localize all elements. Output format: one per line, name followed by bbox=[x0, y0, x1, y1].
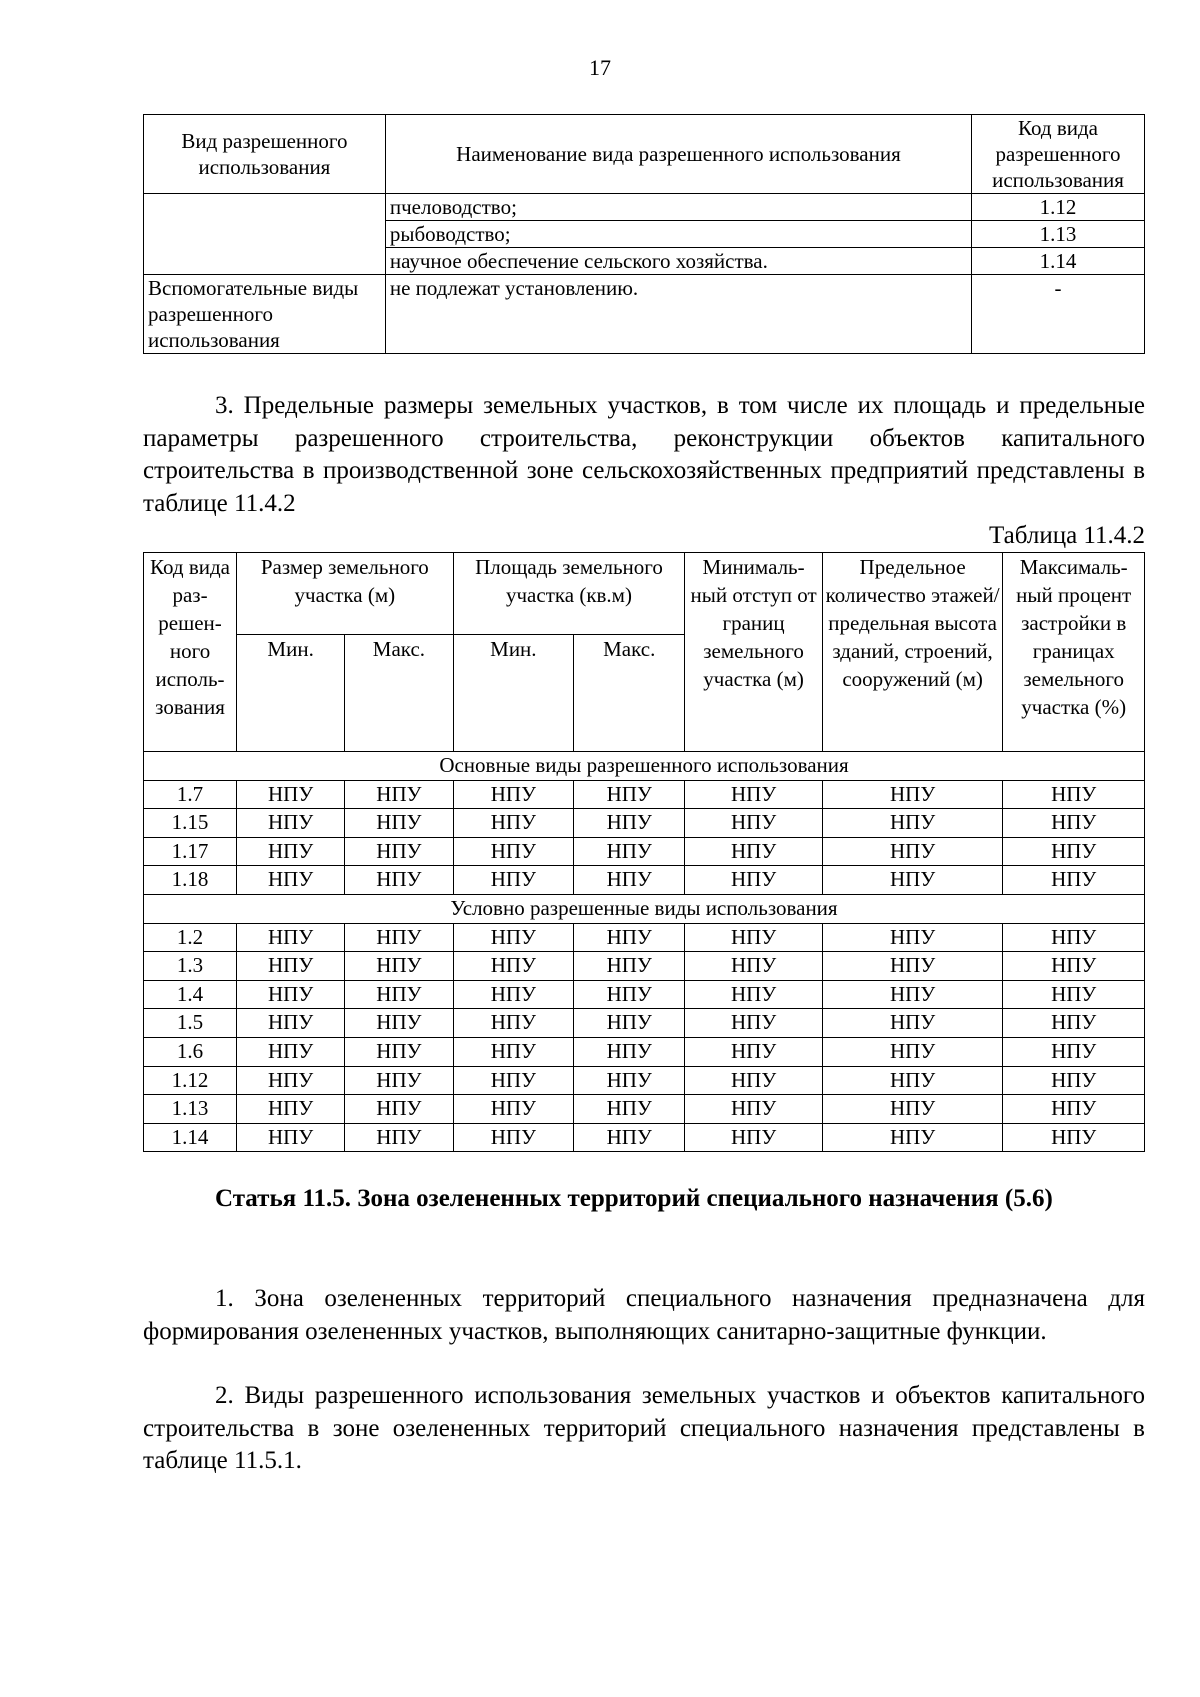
header-use-code: Код вида разрешенного использования bbox=[972, 115, 1145, 194]
table-row bbox=[144, 1123, 1145, 1152]
value-cell: НПУ bbox=[1003, 1095, 1145, 1124]
use-code-cell: 1.14 bbox=[972, 248, 1145, 275]
header-code: Код вида раз-решен-ного исполь-зования bbox=[144, 553, 237, 752]
value-cell: НПУ bbox=[685, 1095, 822, 1124]
header-area-max: Макс. bbox=[574, 635, 685, 752]
value-cell: НПУ bbox=[345, 866, 453, 895]
value-cell: НПУ bbox=[237, 809, 345, 838]
empty-cell bbox=[144, 194, 386, 275]
table-row bbox=[144, 780, 1145, 809]
use-name-cell: пчеловодство; bbox=[385, 194, 971, 221]
aux-use-name-cell: не подлежат установлению. bbox=[385, 275, 971, 354]
value-cell: НПУ bbox=[1003, 1123, 1145, 1152]
value-cell: НПУ bbox=[1003, 809, 1145, 838]
value-cell: НПУ bbox=[1003, 1009, 1145, 1038]
section-title: Условно разрешенные виды использования bbox=[144, 894, 1145, 923]
value-cell: НПУ bbox=[574, 809, 685, 838]
value-cell: НПУ bbox=[574, 1066, 685, 1095]
value-cell: НПУ bbox=[685, 866, 822, 895]
table-header-row bbox=[144, 553, 1145, 635]
value-cell: НПУ bbox=[685, 1123, 822, 1152]
value-cell: НПУ bbox=[1003, 923, 1145, 952]
section-row bbox=[144, 752, 1145, 781]
value-cell: НПУ bbox=[822, 1095, 1003, 1124]
code-cell: 1.2 bbox=[144, 923, 237, 952]
table-row bbox=[144, 275, 1145, 354]
code-cell: 1.7 bbox=[144, 780, 237, 809]
code-cell: 1.13 bbox=[144, 1095, 237, 1124]
header-area: Площадь земельного участка (кв.м) bbox=[453, 553, 685, 635]
value-cell: НПУ bbox=[453, 809, 574, 838]
header-coverage: Максималь-ный процент застройки в границах земельного участка (%) bbox=[1003, 553, 1145, 752]
value-cell: НПУ bbox=[345, 1123, 453, 1152]
header-area-min: Мин. bbox=[453, 635, 574, 752]
paragraph-article-2 bbox=[143, 1380, 1145, 1478]
value-cell: НПУ bbox=[574, 1123, 685, 1152]
value-cell: НПУ bbox=[822, 866, 1003, 895]
value-cell: НПУ bbox=[685, 980, 822, 1009]
section-row bbox=[144, 894, 1145, 923]
value-cell: НПУ bbox=[345, 952, 453, 981]
value-cell: НПУ bbox=[345, 923, 453, 952]
value-cell: НПУ bbox=[685, 923, 822, 952]
value-cell: НПУ bbox=[453, 980, 574, 1009]
aux-use-type-cell: Вспомогательные виды разрешенного использования bbox=[144, 275, 386, 354]
value-cell: НПУ bbox=[453, 866, 574, 895]
paragraph-article-1-text: 1. Зона озелененных территорий специального назначения предназначена для формирования озелененных участков, выполняющих санитарно-защитные функции. bbox=[143, 1285, 1145, 1345]
value-cell: НПУ bbox=[237, 866, 345, 895]
value-cell: НПУ bbox=[237, 780, 345, 809]
value-cell: НПУ bbox=[453, 923, 574, 952]
value-cell: НПУ bbox=[345, 1066, 453, 1095]
value-cell: НПУ bbox=[453, 1123, 574, 1152]
value-cell: НПУ bbox=[574, 866, 685, 895]
value-cell: НПУ bbox=[574, 780, 685, 809]
value-cell: НПУ bbox=[345, 980, 453, 1009]
table-row bbox=[144, 837, 1145, 866]
paragraph-3-text: 3. Предельные размеры земельных участков, в том числе их площадь и предельные параметры разрешенного строительства, реконструкции объектов капитального строительства в производственной зоне сельскохозяйственных предприятий представлены в таблице 11.4.2 bbox=[143, 392, 1145, 517]
header-setback: Минималь-ный отступ от границ земельного участка (м) bbox=[685, 553, 822, 752]
value-cell: НПУ bbox=[453, 837, 574, 866]
value-cell: НПУ bbox=[685, 1009, 822, 1038]
value-cell: НПУ bbox=[1003, 780, 1145, 809]
table-caption: Таблица 11.4.2 bbox=[989, 522, 1145, 549]
header-size-max: Макс. bbox=[345, 635, 453, 752]
value-cell: НПУ bbox=[822, 780, 1003, 809]
use-name-cell: научное обеспечение сельского хозяйства. bbox=[385, 248, 971, 275]
table-header-row bbox=[144, 115, 1145, 194]
value-cell: НПУ bbox=[822, 1009, 1003, 1038]
permitted-use-table bbox=[143, 114, 1145, 354]
use-code-cell: 1.12 bbox=[972, 194, 1145, 221]
code-cell: 1.6 bbox=[144, 1037, 237, 1066]
code-cell: 1.17 bbox=[144, 837, 237, 866]
value-cell: НПУ bbox=[822, 1066, 1003, 1095]
value-cell: НПУ bbox=[453, 780, 574, 809]
value-cell: НПУ bbox=[685, 809, 822, 838]
use-name-cell: рыбоводство; bbox=[385, 221, 971, 248]
value-cell: НПУ bbox=[237, 923, 345, 952]
value-cell: НПУ bbox=[685, 1037, 822, 1066]
table-row bbox=[144, 1009, 1145, 1038]
value-cell: НПУ bbox=[453, 952, 574, 981]
paragraph-3 bbox=[143, 390, 1145, 520]
value-cell: НПУ bbox=[345, 1095, 453, 1124]
value-cell: НПУ bbox=[1003, 1066, 1145, 1095]
value-cell: НПУ bbox=[574, 1037, 685, 1066]
value-cell: НПУ bbox=[345, 1009, 453, 1038]
value-cell: НПУ bbox=[822, 809, 1003, 838]
header-use-type: Вид разрешенного использования bbox=[144, 115, 386, 194]
value-cell: НПУ bbox=[574, 1009, 685, 1038]
value-cell: НПУ bbox=[822, 952, 1003, 981]
code-cell: 1.15 bbox=[144, 809, 237, 838]
code-cell: 1.14 bbox=[144, 1123, 237, 1152]
value-cell: НПУ bbox=[822, 1123, 1003, 1152]
paragraph-article-1 bbox=[143, 1283, 1145, 1348]
header-use-name: Наименование вида разрешенного использования bbox=[385, 115, 971, 194]
value-cell: НПУ bbox=[822, 1037, 1003, 1066]
value-cell: НПУ bbox=[685, 952, 822, 981]
value-cell: НПУ bbox=[237, 980, 345, 1009]
value-cell: НПУ bbox=[453, 1095, 574, 1124]
value-cell: НПУ bbox=[1003, 980, 1145, 1009]
section-title: Основные виды разрешенного использования bbox=[144, 752, 1145, 781]
value-cell: НПУ bbox=[237, 837, 345, 866]
value-cell: НПУ bbox=[574, 923, 685, 952]
value-cell: НПУ bbox=[453, 1066, 574, 1095]
page-number: 17 bbox=[589, 55, 611, 80]
table-row bbox=[144, 1066, 1145, 1095]
parameters-table bbox=[143, 552, 1145, 1152]
header-floors: Предельное количество этажей/ предельная высота зданий, строений, сооружений (м) bbox=[822, 553, 1003, 752]
table-row bbox=[144, 1095, 1145, 1124]
value-cell: НПУ bbox=[453, 1009, 574, 1038]
value-cell: НПУ bbox=[237, 1066, 345, 1095]
header-size-min: Мин. bbox=[237, 635, 345, 752]
value-cell: НПУ bbox=[574, 837, 685, 866]
value-cell: НПУ bbox=[453, 1037, 574, 1066]
value-cell: НПУ bbox=[345, 780, 453, 809]
value-cell: НПУ bbox=[345, 837, 453, 866]
value-cell: НПУ bbox=[1003, 866, 1145, 895]
value-cell: НПУ bbox=[345, 1037, 453, 1066]
code-cell: 1.3 bbox=[144, 952, 237, 981]
paragraph-article-2-text: 2. Виды разрешенного использования земельных участков и объектов капитального строительства в зоне озелененных территорий специального назначения представлены в таблице 11.5.1. bbox=[143, 1382, 1145, 1474]
table-row bbox=[144, 1037, 1145, 1066]
value-cell: НПУ bbox=[1003, 952, 1145, 981]
value-cell: НПУ bbox=[685, 837, 822, 866]
value-cell: НПУ bbox=[237, 1009, 345, 1038]
article-heading-text: Статья 11.5. Зона озелененных территорий специального назначения (5.6) bbox=[215, 1185, 1053, 1212]
value-cell: НПУ bbox=[822, 923, 1003, 952]
table-row bbox=[144, 194, 1145, 221]
table-row bbox=[144, 952, 1145, 981]
value-cell: НПУ bbox=[1003, 837, 1145, 866]
table-row bbox=[144, 923, 1145, 952]
table-row bbox=[144, 980, 1145, 1009]
value-cell: НПУ bbox=[345, 809, 453, 838]
value-cell: НПУ bbox=[685, 1066, 822, 1095]
value-cell: НПУ bbox=[574, 980, 685, 1009]
value-cell: НПУ bbox=[822, 837, 1003, 866]
aux-use-code-cell: - bbox=[972, 275, 1145, 354]
code-cell: 1.4 bbox=[144, 980, 237, 1009]
value-cell: НПУ bbox=[237, 1123, 345, 1152]
article-heading bbox=[143, 1183, 1145, 1216]
value-cell: НПУ bbox=[822, 980, 1003, 1009]
value-cell: НПУ bbox=[237, 1037, 345, 1066]
value-cell: НПУ bbox=[574, 952, 685, 981]
value-cell: НПУ bbox=[574, 1095, 685, 1124]
code-cell: 1.18 bbox=[144, 866, 237, 895]
code-cell: 1.12 bbox=[144, 1066, 237, 1095]
code-cell: 1.5 bbox=[144, 1009, 237, 1038]
use-code-cell: 1.13 bbox=[972, 221, 1145, 248]
header-size: Размер земельного участка (м) bbox=[237, 553, 454, 635]
value-cell: НПУ bbox=[685, 780, 822, 809]
value-cell: НПУ bbox=[237, 1095, 345, 1124]
table-row bbox=[144, 809, 1145, 838]
value-cell: НПУ bbox=[1003, 1037, 1145, 1066]
table-row bbox=[144, 866, 1145, 895]
value-cell: НПУ bbox=[237, 952, 345, 981]
